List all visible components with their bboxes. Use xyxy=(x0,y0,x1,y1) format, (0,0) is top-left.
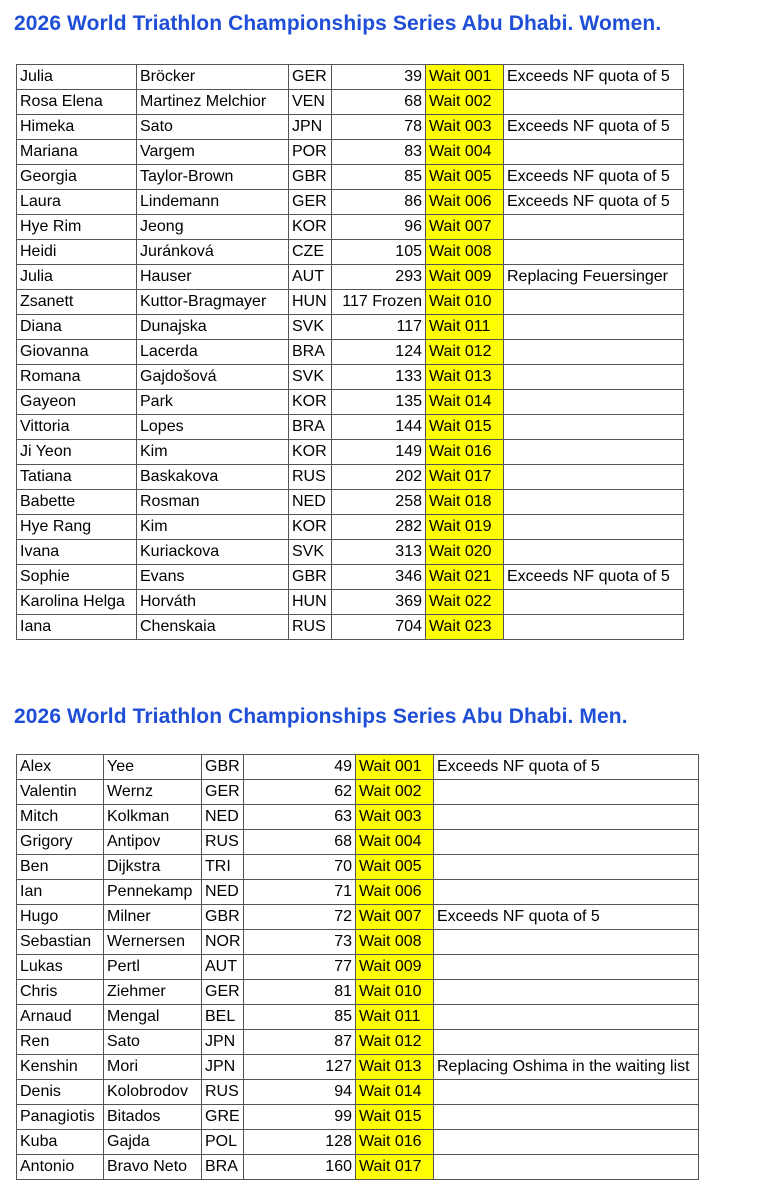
table-row xyxy=(17,290,684,315)
note-cell xyxy=(434,930,699,955)
table-row xyxy=(17,565,684,590)
nation-cell: SVK xyxy=(289,365,332,390)
rank-cell: 86 xyxy=(332,190,426,215)
note-cell xyxy=(504,90,684,115)
first-name-cell: Alex xyxy=(17,755,104,780)
last-name-cell: Mori xyxy=(104,1055,202,1080)
last-name-cell: Ziehmer xyxy=(104,980,202,1005)
first-name-cell: Diana xyxy=(17,315,137,340)
nation-cell: RUS xyxy=(202,830,244,855)
table-row xyxy=(17,905,699,930)
nation-cell: HUN xyxy=(289,590,332,615)
last-name-cell: Pertl xyxy=(104,955,202,980)
last-name-cell: Kuttor-Bragmayer xyxy=(137,290,289,315)
note-cell xyxy=(434,1080,699,1105)
wait-status-cell: Wait 006 xyxy=(426,190,504,215)
table-row xyxy=(17,490,684,515)
nation-cell: GBR xyxy=(202,755,244,780)
wait-status-cell: Wait 019 xyxy=(426,515,504,540)
table-row xyxy=(17,980,699,1005)
note-cell xyxy=(504,590,684,615)
nation-cell: BRA xyxy=(289,340,332,365)
wait-status-cell: Wait 001 xyxy=(426,65,504,90)
first-name-cell: Heidi xyxy=(17,240,137,265)
note-cell xyxy=(434,1130,699,1155)
rank-cell: 160 xyxy=(244,1155,356,1180)
last-name-cell: Baskakova xyxy=(137,465,289,490)
table-row xyxy=(17,115,684,140)
first-name-cell: Zsanett xyxy=(17,290,137,315)
table-row xyxy=(17,1005,699,1030)
wait-status-cell: Wait 008 xyxy=(356,930,434,955)
note-cell: Exceeds NF quota of 5 xyxy=(434,755,699,780)
nation-cell: GBR xyxy=(289,165,332,190)
wait-status-cell: Wait 001 xyxy=(356,755,434,780)
table-row xyxy=(17,780,699,805)
last-name-cell: Dijkstra xyxy=(104,855,202,880)
note-cell xyxy=(504,465,684,490)
last-name-cell: Lindemann xyxy=(137,190,289,215)
wait-status-cell: Wait 022 xyxy=(426,590,504,615)
rank-cell: 87 xyxy=(244,1030,356,1055)
wait-status-cell: Wait 011 xyxy=(356,1005,434,1030)
first-name-cell: Julia xyxy=(17,65,137,90)
last-name-cell: Evans xyxy=(137,565,289,590)
nation-cell: BEL xyxy=(202,1005,244,1030)
wait-status-cell: Wait 015 xyxy=(356,1105,434,1130)
table-row xyxy=(17,1055,699,1080)
note-cell xyxy=(504,415,684,440)
first-name-cell: Romana xyxy=(17,365,137,390)
note-cell xyxy=(434,830,699,855)
note-cell: Exceeds NF quota of 5 xyxy=(434,905,699,930)
note-cell xyxy=(434,1105,699,1130)
rank-cell: 94 xyxy=(244,1080,356,1105)
first-name-cell: Georgia xyxy=(17,165,137,190)
wait-status-cell: Wait 010 xyxy=(426,290,504,315)
rank-cell: 127 xyxy=(244,1055,356,1080)
last-name-cell: Milner xyxy=(104,905,202,930)
rank-cell: 282 xyxy=(332,515,426,540)
table-row xyxy=(17,315,684,340)
table-row xyxy=(17,540,684,565)
nation-cell: GBR xyxy=(289,565,332,590)
note-cell xyxy=(504,490,684,515)
nation-cell: KOR xyxy=(289,215,332,240)
note-cell xyxy=(504,215,684,240)
last-name-cell: Horváth xyxy=(137,590,289,615)
note-cell xyxy=(434,855,699,880)
rank-cell: 105 xyxy=(332,240,426,265)
wait-status-cell: Wait 004 xyxy=(356,830,434,855)
note-cell xyxy=(434,1155,699,1180)
first-name-cell: Sophie xyxy=(17,565,137,590)
first-name-cell: Karolina Helga xyxy=(17,590,137,615)
note-cell: Replacing Oshima in the waiting list xyxy=(434,1055,699,1080)
first-name-cell: Rosa Elena xyxy=(17,90,137,115)
wait-status-cell: Wait 007 xyxy=(356,905,434,930)
nation-cell: CZE xyxy=(289,240,332,265)
wait-status-cell: Wait 020 xyxy=(426,540,504,565)
table-row xyxy=(17,65,684,90)
women-title: 2026 World Triathlon Championships Series Abu Dhabi. Women. xyxy=(14,12,662,35)
nation-cell: GER xyxy=(202,980,244,1005)
wait-status-cell: Wait 010 xyxy=(356,980,434,1005)
nation-cell: HUN xyxy=(289,290,332,315)
wait-status-cell: Wait 014 xyxy=(426,390,504,415)
first-name-cell: Julia xyxy=(17,265,137,290)
nation-cell: VEN xyxy=(289,90,332,115)
wait-status-cell: Wait 004 xyxy=(426,140,504,165)
note-cell xyxy=(434,805,699,830)
nation-cell: AUT xyxy=(289,265,332,290)
table-row xyxy=(17,955,699,980)
first-name-cell: Babette xyxy=(17,490,137,515)
last-name-cell: Juránková xyxy=(137,240,289,265)
rank-cell: 293 xyxy=(332,265,426,290)
nation-cell: RUS xyxy=(202,1080,244,1105)
rank-cell: 258 xyxy=(332,490,426,515)
men-waitlist-table xyxy=(16,754,699,1180)
wait-status-cell: Wait 005 xyxy=(356,855,434,880)
first-name-cell: Grigory xyxy=(17,830,104,855)
rank-cell: 68 xyxy=(332,90,426,115)
nation-cell: NED xyxy=(202,805,244,830)
first-name-cell: Hye Rim xyxy=(17,215,137,240)
wait-status-cell: Wait 006 xyxy=(356,880,434,905)
nation-cell: NED xyxy=(289,490,332,515)
wait-status-cell: Wait 013 xyxy=(426,365,504,390)
first-name-cell: Iana xyxy=(17,615,137,640)
table-row xyxy=(17,340,684,365)
first-name-cell: Hye Rang xyxy=(17,515,137,540)
nation-cell: RUS xyxy=(289,615,332,640)
first-name-cell: Ben xyxy=(17,855,104,880)
note-cell: Exceeds NF quota of 5 xyxy=(504,115,684,140)
note-cell xyxy=(504,365,684,390)
last-name-cell: Pennekamp xyxy=(104,880,202,905)
table-row xyxy=(17,390,684,415)
wait-status-cell: Wait 023 xyxy=(426,615,504,640)
rank-cell: 81 xyxy=(244,980,356,1005)
table-row xyxy=(17,365,684,390)
nation-cell: BRA xyxy=(202,1155,244,1180)
nation-cell: TRI xyxy=(202,855,244,880)
last-name-cell: Kolobrodov xyxy=(104,1080,202,1105)
rank-cell: 73 xyxy=(244,930,356,955)
first-name-cell: Gayeon xyxy=(17,390,137,415)
first-name-cell: Sebastian xyxy=(17,930,104,955)
rank-cell: 133 xyxy=(332,365,426,390)
nation-cell: SVK xyxy=(289,315,332,340)
nation-cell: JPN xyxy=(289,115,332,140)
last-name-cell: Bitados xyxy=(104,1105,202,1130)
first-name-cell: Ian xyxy=(17,880,104,905)
note-cell xyxy=(434,1005,699,1030)
rank-cell: 72 xyxy=(244,905,356,930)
rank-cell: 704 xyxy=(332,615,426,640)
nation-cell: GRE xyxy=(202,1105,244,1130)
rank-cell: 70 xyxy=(244,855,356,880)
table-row xyxy=(17,880,699,905)
note-cell xyxy=(504,315,684,340)
first-name-cell: Valentin xyxy=(17,780,104,805)
wait-status-cell: Wait 002 xyxy=(356,780,434,805)
table-row xyxy=(17,265,684,290)
last-name-cell: Dunajska xyxy=(137,315,289,340)
note-cell xyxy=(434,1030,699,1055)
rank-cell: 39 xyxy=(332,65,426,90)
nation-cell: POL xyxy=(202,1130,244,1155)
rank-cell: 135 xyxy=(332,390,426,415)
nation-cell: GBR xyxy=(202,905,244,930)
table-row xyxy=(17,930,699,955)
first-name-cell: Vittoria xyxy=(17,415,137,440)
table-row xyxy=(17,140,684,165)
wait-status-cell: Wait 007 xyxy=(426,215,504,240)
last-name-cell: Sato xyxy=(104,1030,202,1055)
first-name-cell: Kuba xyxy=(17,1130,104,1155)
table-row xyxy=(17,90,684,115)
last-name-cell: Bröcker xyxy=(137,65,289,90)
wait-status-cell: Wait 003 xyxy=(356,805,434,830)
wait-status-cell: Wait 005 xyxy=(426,165,504,190)
first-name-cell: Mitch xyxy=(17,805,104,830)
table-row xyxy=(17,830,699,855)
note-cell xyxy=(504,390,684,415)
last-name-cell: Mengal xyxy=(104,1005,202,1030)
first-name-cell: Denis xyxy=(17,1080,104,1105)
first-name-cell: Himeka xyxy=(17,115,137,140)
note-cell xyxy=(504,340,684,365)
table-row xyxy=(17,855,699,880)
table-row xyxy=(17,515,684,540)
table-row xyxy=(17,190,684,215)
first-name-cell: Ren xyxy=(17,1030,104,1055)
rank-cell: 68 xyxy=(244,830,356,855)
nation-cell: KOR xyxy=(289,440,332,465)
wait-status-cell: Wait 012 xyxy=(426,340,504,365)
nation-cell: RUS xyxy=(289,465,332,490)
wait-status-cell: Wait 017 xyxy=(426,465,504,490)
wait-status-cell: Wait 008 xyxy=(426,240,504,265)
wait-status-cell: Wait 009 xyxy=(356,955,434,980)
table-row xyxy=(17,215,684,240)
table-row xyxy=(17,1080,699,1105)
note-cell xyxy=(504,540,684,565)
last-name-cell: Kim xyxy=(137,440,289,465)
rank-cell: 78 xyxy=(332,115,426,140)
first-name-cell: Chris xyxy=(17,980,104,1005)
table-row xyxy=(17,1105,699,1130)
table-row xyxy=(17,805,699,830)
rank-cell: 202 xyxy=(332,465,426,490)
wait-status-cell: Wait 015 xyxy=(426,415,504,440)
rank-cell: 346 xyxy=(332,565,426,590)
wait-status-cell: Wait 003 xyxy=(426,115,504,140)
nation-cell: GER xyxy=(289,65,332,90)
first-name-cell: Mariana xyxy=(17,140,137,165)
nation-cell: NED xyxy=(202,880,244,905)
first-name-cell: Tatiana xyxy=(17,465,137,490)
last-name-cell: Wernersen xyxy=(104,930,202,955)
wait-status-cell: Wait 012 xyxy=(356,1030,434,1055)
note-cell: Exceeds NF quota of 5 xyxy=(504,190,684,215)
last-name-cell: Gajda xyxy=(104,1130,202,1155)
note-cell xyxy=(504,290,684,315)
last-name-cell: Bravo Neto xyxy=(104,1155,202,1180)
nation-cell: GER xyxy=(202,780,244,805)
nation-cell: KOR xyxy=(289,390,332,415)
wait-status-cell: Wait 011 xyxy=(426,315,504,340)
first-name-cell: Laura xyxy=(17,190,137,215)
wait-status-cell: Wait 009 xyxy=(426,265,504,290)
note-cell xyxy=(504,140,684,165)
table-row xyxy=(17,415,684,440)
last-name-cell: Antipov xyxy=(104,830,202,855)
wait-status-cell: Wait 014 xyxy=(356,1080,434,1105)
table-row xyxy=(17,615,684,640)
rank-cell: 63 xyxy=(244,805,356,830)
first-name-cell: Kenshin xyxy=(17,1055,104,1080)
last-name-cell: Lacerda xyxy=(137,340,289,365)
last-name-cell: Martinez Melchior xyxy=(137,90,289,115)
rank-cell: 77 xyxy=(244,955,356,980)
first-name-cell: Hugo xyxy=(17,905,104,930)
nation-cell: GER xyxy=(289,190,332,215)
last-name-cell: Lopes xyxy=(137,415,289,440)
last-name-cell: Kolkman xyxy=(104,805,202,830)
rank-cell: 117 xyxy=(332,315,426,340)
table-row xyxy=(17,1030,699,1055)
table-row xyxy=(17,465,684,490)
last-name-cell: Jeong xyxy=(137,215,289,240)
wait-status-cell: Wait 018 xyxy=(426,490,504,515)
rank-cell: 369 xyxy=(332,590,426,615)
note-cell xyxy=(504,615,684,640)
rank-cell: 128 xyxy=(244,1130,356,1155)
first-name-cell: Ivana xyxy=(17,540,137,565)
first-name-cell: Arnaud xyxy=(17,1005,104,1030)
last-name-cell: Park xyxy=(137,390,289,415)
table-row xyxy=(17,240,684,265)
men-title: 2026 World Triathlon Championships Series Abu Dhabi. Men. xyxy=(14,705,628,728)
note-cell: Exceeds NF quota of 5 xyxy=(504,65,684,90)
nation-cell: POR xyxy=(289,140,332,165)
last-name-cell: Vargem xyxy=(137,140,289,165)
rank-cell: 149 xyxy=(332,440,426,465)
wait-status-cell: Wait 017 xyxy=(356,1155,434,1180)
wait-status-cell: Wait 002 xyxy=(426,90,504,115)
note-cell xyxy=(504,240,684,265)
nation-cell: SVK xyxy=(289,540,332,565)
last-name-cell: Kim xyxy=(137,515,289,540)
first-name-cell: Antonio xyxy=(17,1155,104,1180)
rank-cell: 49 xyxy=(244,755,356,780)
last-name-cell: Yee xyxy=(104,755,202,780)
note-cell xyxy=(434,880,699,905)
first-name-cell: Panagiotis xyxy=(17,1105,104,1130)
rank-cell: 117 Frozen xyxy=(332,290,426,315)
note-cell: Replacing Feuersinger xyxy=(504,265,684,290)
nation-cell: JPN xyxy=(202,1055,244,1080)
last-name-cell: Taylor-Brown xyxy=(137,165,289,190)
last-name-cell: Hauser xyxy=(137,265,289,290)
last-name-cell: Gajdošová xyxy=(137,365,289,390)
rank-cell: 96 xyxy=(332,215,426,240)
nation-cell: BRA xyxy=(289,415,332,440)
last-name-cell: Sato xyxy=(137,115,289,140)
first-name-cell: Ji Yeon xyxy=(17,440,137,465)
table-row xyxy=(17,1130,699,1155)
last-name-cell: Chenskaia xyxy=(137,615,289,640)
rank-cell: 83 xyxy=(332,140,426,165)
note-cell xyxy=(434,955,699,980)
women-waitlist-table xyxy=(16,64,684,640)
note-cell xyxy=(504,515,684,540)
table-row xyxy=(17,590,684,615)
wait-status-cell: Wait 016 xyxy=(426,440,504,465)
table-row xyxy=(17,165,684,190)
note-cell xyxy=(434,780,699,805)
rank-cell: 71 xyxy=(244,880,356,905)
last-name-cell: Rosman xyxy=(137,490,289,515)
last-name-cell: Wernz xyxy=(104,780,202,805)
nation-cell: AUT xyxy=(202,955,244,980)
rank-cell: 124 xyxy=(332,340,426,365)
wait-status-cell: Wait 016 xyxy=(356,1130,434,1155)
rank-cell: 99 xyxy=(244,1105,356,1130)
rank-cell: 313 xyxy=(332,540,426,565)
note-cell xyxy=(504,440,684,465)
rank-cell: 85 xyxy=(332,165,426,190)
rank-cell: 62 xyxy=(244,780,356,805)
first-name-cell: Lukas xyxy=(17,955,104,980)
table-row xyxy=(17,755,699,780)
rank-cell: 144 xyxy=(332,415,426,440)
table-row xyxy=(17,1155,699,1180)
table-row xyxy=(17,440,684,465)
note-cell: Exceeds NF quota of 5 xyxy=(504,165,684,190)
last-name-cell: Kuriackova xyxy=(137,540,289,565)
wait-status-cell: Wait 013 xyxy=(356,1055,434,1080)
first-name-cell: Giovanna xyxy=(17,340,137,365)
note-cell: Exceeds NF quota of 5 xyxy=(504,565,684,590)
note-cell xyxy=(434,980,699,1005)
nation-cell: JPN xyxy=(202,1030,244,1055)
wait-status-cell: Wait 021 xyxy=(426,565,504,590)
rank-cell: 85 xyxy=(244,1005,356,1030)
nation-cell: KOR xyxy=(289,515,332,540)
nation-cell: NOR xyxy=(202,930,244,955)
